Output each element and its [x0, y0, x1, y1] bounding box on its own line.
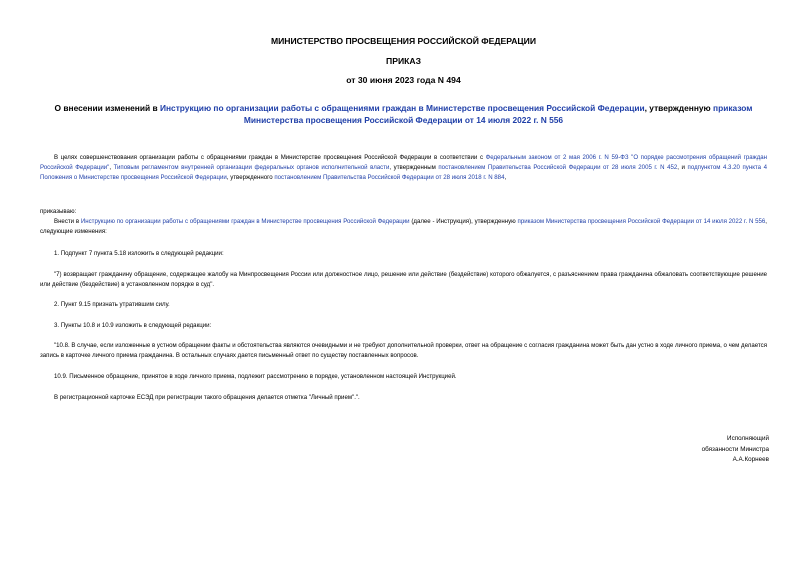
enact-text: (далее - Инструкция), утвержденную [409, 218, 518, 225]
item-1-quote: "7) возвращает гражданину обращение, содержащее жалобу на Минпросвещения России или должностное лицо, решение или действие (бездействие) которого обжалуется, с разъяснением права гражданина обжаловать соответствующие решение или действие (бездействие) в установленном порядке в суд". [40, 271, 767, 289]
title-text: О внесении изменений в [54, 103, 160, 113]
item-2: 2. Пункт 9.15 признать утратившим силу. [54, 301, 170, 308]
preamble-paragraph [40, 153, 767, 184]
order-word: приказываю: [40, 208, 77, 215]
document-title [40, 102, 767, 126]
title-order-link[interactable]: приказом Министерства просвещения Российской Федерации от 14 июля 2022 г. N 556 [243, 103, 753, 125]
preamble-text: , утвержденного [226, 174, 275, 182]
item-1: 1. Подпункт 7 пункта 5.18 изложить в следующей редакции: [54, 250, 224, 257]
ministry-regulation-link[interactable]: подпунктом 4.3.20 пункта 4 Положения о Министерстве просвещения Российской Федерации [40, 164, 768, 182]
enact-order-link[interactable]: приказом Министерства просвещения Российской Федерации от 14 июля 2022 г. N 556 [517, 218, 766, 225]
title-instruction-link[interactable]: Инструкцию по организации работы с обращениями граждан в Министерстве просвещения Российской Федерации [159, 103, 645, 113]
preamble-text: , утвержденным [389, 164, 439, 172]
enact-text: , следующие изменения: [40, 218, 767, 236]
signature-name: А.А.Корнеев [732, 456, 769, 464]
typical-regulation-link[interactable]: Типовым регламентом внутренней организации федеральных органов исполнительной власти [113, 164, 390, 172]
preamble-text: В целях совершенствования организации работы с обращениями граждан в Министерстве просвещения Российской Федерации в соответствии с [54, 154, 486, 161]
doc-date-number: от 30 июня 2023 года N 494 [346, 75, 461, 85]
item-3-quote-10-9: 10.9. Письменное обращение, принятое в ходе личного приема, подлежит рассмотрению в порядке, установленном настоящей Инструкцией. [54, 373, 457, 380]
signature-line: обязанности Министра [701, 445, 769, 453]
preamble-text: , [504, 174, 507, 182]
preamble-text: , и [677, 164, 688, 172]
ministry-heading: МИНИСТЕРСТВО ПРОСВЕЩЕНИЯ РОССИЙСКОЙ ФЕДЕРАЦИИ [270, 36, 537, 46]
enact-text: Внести в [54, 218, 81, 225]
enact-instruction-link[interactable]: Инструкцию по организации работы с обращениями граждан в Министерстве просвещения Российской Федерации [80, 218, 410, 225]
doc-type-heading: ПРИКАЗ [386, 56, 421, 66]
signature-block [702, 434, 769, 466]
item-3: 3. Пункты 10.8 и 10.9 изложить в следующей редакции: [54, 322, 212, 329]
item-3-quote-10-8: "10.8. В случае, если изложенные в устном обращении факты и обстоятельства являются очевидными и не требуют дополнительной проверки, ответ на обращение с согласия гражданина может быть дан устно в ходе личного приема, о чем делается запись в карточке личного приема гражданина. В остальных случаях дается письменный ответ по существу поставленных вопросов. [40, 342, 767, 360]
enact-paragraph [40, 217, 767, 237]
resolution-884-link[interactable]: постановлением Правительства Российской Федерации от 28 июля 2018 г. N 884 [274, 174, 505, 182]
title-text: , утвержденную [644, 103, 714, 113]
federal-law-link[interactable]: Федеральным законом от 2 мая 2006 г. N 59-ФЗ "О порядке рассмотрения обращений граждан Российской Федерации" [40, 154, 768, 172]
resolution-452-link[interactable]: постановлением Правительства Российской Федерации от 28 июля 2005 г. N 452 [438, 164, 678, 172]
item-3-quote-esed: В регистрационной карточке ЕСЭД при регистрации такого обращения делается отметка "Личный прием".". [54, 394, 360, 401]
preamble-text: , [109, 164, 114, 172]
signature-line: Исполняющий [727, 435, 769, 442]
